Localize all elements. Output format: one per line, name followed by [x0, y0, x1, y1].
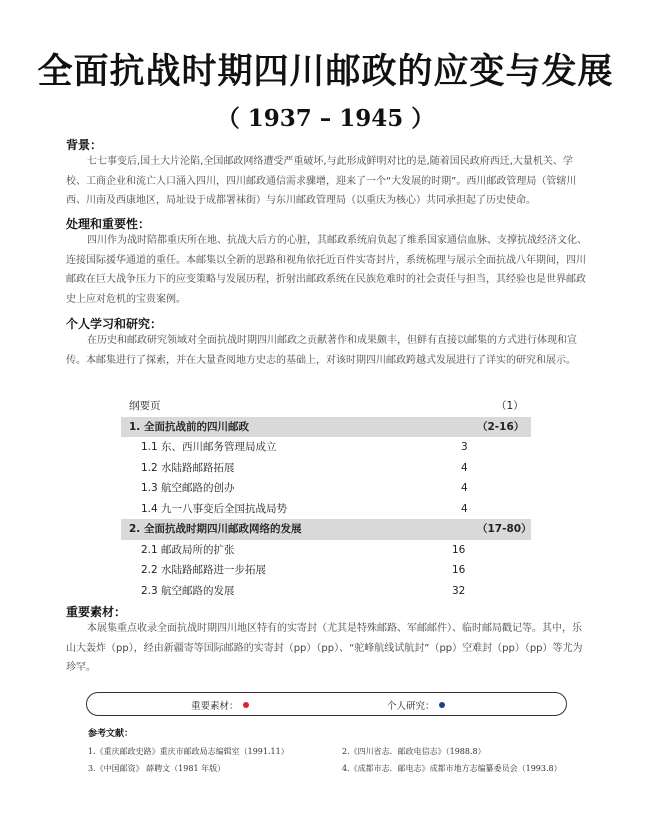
significance-text: 四川作为战时陪都重庆所在地、抗战大后方的心脏，其邮政系统肩负起了维系国家通信血脉、支撑抗战经济文化、连接国际援华通道的重任。本邮集以全新的思路和视角依托近百件实寄封片，系统梳理与展示全面抗战八年期间，四川邮政在巨大战争压力下的应变策略与发展历程，折射出邮政系统在民族危难时的社会责任与担当，其经验也是世界邮政史上应对危机的宝贵案例。: [66, 235, 587, 305]
toc-item-row: [121, 540, 531, 561]
red-dot-icon: [243, 702, 249, 708]
toc-item-label: 2.1 邮政局所的扩张: [141, 543, 235, 556]
toc-chapter-pages: （2-16）: [477, 420, 525, 433]
toc-item-label: 1.3 航空邮路的创办: [141, 482, 235, 494]
legend-research-label: 个人研究：: [387, 701, 435, 712]
toc-item-row: [121, 458, 531, 479]
toc-item-row: [121, 478, 531, 499]
page-subtitle: （ 1937 – 1945 ）: [216, 105, 435, 132]
toc-item-page: 16: [452, 543, 466, 556]
reference-item: 4.《成都市志．邮电志》成都市地方志编纂委员会（1993.8）: [342, 764, 562, 773]
toc-item-label: 1.2 水陆路邮路拓展: [141, 461, 235, 474]
toc-item-label: 1.1 东、西川邮务管理局成立: [141, 441, 277, 453]
legend-important: [191, 698, 249, 712]
toc-item-page: 16: [452, 564, 466, 576]
research-heading: 个人学习和研究：: [66, 317, 163, 331]
toc-item-row: [121, 499, 531, 520]
toc-item-label: 2.2 水陆路邮路进一步拓展: [141, 564, 267, 576]
toc-item-row: [121, 560, 531, 581]
toc-item-label: 2.3 航空邮路的发展: [141, 584, 235, 597]
toc-header-row: [121, 396, 531, 417]
legend-important-label: 重要素材：: [191, 701, 239, 712]
toc-item-page: 4: [461, 461, 468, 474]
background-heading: 背景：: [66, 138, 103, 152]
toc-header-page: （1）: [496, 400, 524, 412]
toc-item-page: 4: [461, 502, 468, 515]
toc-item-page: 3: [461, 441, 468, 453]
reference-item: 1.《重庆邮政史路》重庆市邮政局志编辑室（1991.11）: [88, 747, 289, 756]
toc-chapter-row: [121, 519, 531, 540]
toc-chapter-row: [121, 417, 531, 438]
reference-item: 2.《四川省志．邮政电信志》（1988.8）: [342, 747, 486, 756]
toc-chapter-pages: （17-80）: [477, 523, 532, 535]
toc-chapter-label: 1. 全面抗战前的四川邮政: [129, 420, 249, 433]
materials-text: 本展集重点收录全面抗战时期四川地区特有的实寄封（尤其是特殊邮路、军邮邮件）、临时邮局戳记等。其中，乐山大轰炸（pp），经由新疆寄等国际邮路的实寄封（pp）（pp）、“驼峰航线试航封”（pp）空难封（pp）（pp）等尤为珍罕。: [66, 623, 583, 673]
reference-item: 3.《中国邮资》 薛聘文（1981 年版）: [88, 764, 226, 773]
toc-item-page: 4: [461, 482, 468, 494]
table-of-contents: [121, 396, 531, 601]
toc-item-page: 32: [452, 584, 466, 597]
references-heading: 参考文献：: [88, 729, 134, 739]
toc-item-label: 1.4 九一八事变后全国抗战局势: [141, 502, 288, 515]
research-text: 在历史和邮政研究领域对全面抗战时期四川邮政之贡献著作和成果颇丰，但鲜有直接以邮集的方式进行体现和宣传。本邮集进行了探索，并在大量查阅地方史志的基础上，对该时期四川邮政跨越式发展进行了详实的研究和展示。: [66, 335, 577, 366]
legend-box: [86, 692, 567, 716]
toc-chapter-label: 2. 全面抗战时期四川邮政网络的发展: [129, 523, 302, 535]
toc-item-row: [121, 437, 531, 458]
blue-dot-icon: [439, 702, 445, 708]
toc-header-label: 纲要页: [129, 400, 161, 412]
legend-research: [387, 698, 445, 712]
materials-heading: 重要素材：: [66, 605, 127, 619]
page-title: 全面抗战时期四川邮政的应变与发展: [37, 51, 614, 92]
background-text: 七七事变后,国土大片沦陷,全国邮政网络遭受严重破坏,与此形成鲜明对比的是,随着国民政府西迁,大量机关、学校、工商企业和流亡人口涌入四川，四川邮政通信需求骤增，迎来了一个“大发展的时期”。西川邮政管理局（管辖川西、川南及西康地区，局址设于成都署袜街）与东川邮政管理局（以重庆为核心）共同承担起了历史使命。: [66, 156, 577, 206]
significance-heading: 处理和重要性：: [66, 217, 151, 231]
toc-item-row: [121, 581, 531, 602]
